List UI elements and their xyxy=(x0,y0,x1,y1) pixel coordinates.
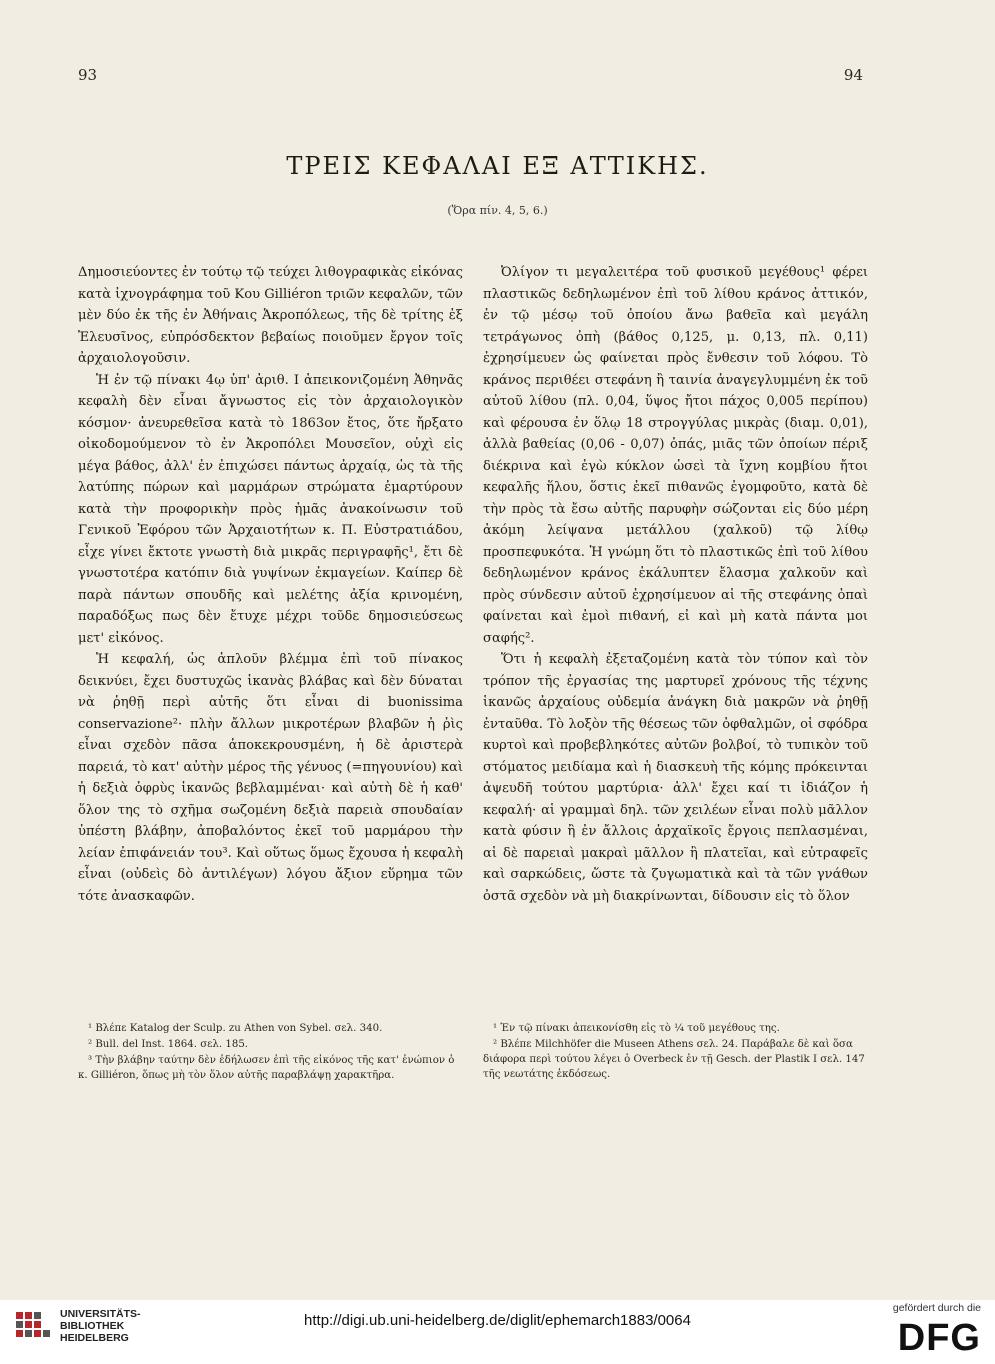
left-page-number: 93 xyxy=(78,66,98,84)
left-paragraph-2: Ἡ ἐν τῷ πίνακι 4ῳ ὑπ' ἀριθ. Ι ἀπεικονιζομένη Ἀθηνᾶς κεφαλὴ δὲν εἶναι ἄγνωστος εἰς τὸν ἀρχαιολογικὸν κόσμον· ἀνευρεθεῖσα κατὰ τὸ 1863ον ἔτος, ὅτε ἤρξατο οἰκοδομούμενον τὸ ἐν Ἀκροπόλει Μουσεῖον, οὐχὶ εἰς μέγα βάθος, ἀλλ' ἐν ἐπιχώσει πάντως ἀρχαίᾳ, ὡς τὰ τῆς λατύπης πώρων καὶ μαρμάρων στρώματα ἐμαρτύρουν κατὰ τὴν προφορικὴν πρὸς ἡμᾶς ἀνακοίνωσιν τοῦ Γενικοῦ Ἐφόρου τῶν Ἀρχαιοτήτων κ. Π. Εὐστρατιάδου, εἶχε γίνει ἔκτοτε γνωστὴ διὰ μικρᾶς περιγραφῆς¹, ἔτι δὲ γνωστοτέρα κατόπιν διὰ γυψίνων ἐκμαγείων. Καίπερ δὲ παρὰ πάντων σπουδῆς καὶ μελέτης ἀξία κρινομένη, παραδόξως πως δὲν ἔτυχε μέχρι τοῦδε δημοσιεύσεως μετ' εἰκόνος. xyxy=(78,372,463,646)
library-line-3: HEIDELBERG xyxy=(60,1332,129,1344)
dfg-logo: DFG xyxy=(897,1317,981,1359)
plate-reference: (Ὅρα πίν. 4, 5, 6.) xyxy=(447,204,548,217)
right-paragraph-2: Ὅτι ἡ κεφαλὴ ἐξεταζομένη κατὰ τὸν τύπον καὶ τὸν τρόπον τῆς ἐργασίας της μαρτυρεῖ χρόνους τῆς τέχνης ἱκανῶς ἀρχαίους οὐδεμία ἀνάγκη διὰ μακρῶν νὰ ῥηθῇ ἐνταῦθα. Τὸ λοξὸν τῆς θέσεως τῶν ὀφθαλμῶν, οἱ σφόδρα κυρτοὶ καὶ προβεβληκότες αὐτῶν βολβοί, τὸ τυπικὸν τοῦ στόματος μειδίαμα καὶ ἡ διασκευὴ τῆς κόμης πρόκεινται ἀψευδῆ τούτου μαρτύρια· ἀλλ' ἔχει καί τι ἰδιάζον ἡ κεφαλή· αἱ γραμμαὶ δηλ. τῶν χειλέων εἶναι πολὺ μᾶλλον κατὰ φύσιν ἢ ἐν ἄλλοις ἀρχαϊκοῖς ἔργοις πεπλασμέναι, αἱ δὲ παρειαὶ μακραὶ μᾶλλον ἢ πλατεῖαι, καὶ εὐτραφεῖς καὶ σαρκώδεις, ὥστε τὰ ζυγωματικὰ καὶ τὰ τῶν γνάθων ὀστᾶ σχεδὸν νὰ μὴ διακρίνωνται, δίδουσιν εἰς τὸ ὅλον xyxy=(483,652,868,904)
article-title: ΤΡΕΙΣ ΚΕΦΑΛΑΙ ΕΞ ΑΤΤΙΚΗΣ. xyxy=(286,152,709,180)
footnote-left-1: ¹ Βλέπε Katalog der Sculp. zu Athen von Sybel. σελ. 340. xyxy=(88,1023,383,1034)
funder-caption: gefördert durch die xyxy=(892,1302,981,1314)
left-paragraph-1: Δημοσιεύοντες ἐν τούτῳ τῷ τεύχει λιθογραφικὰς εἰκόνας κατὰ ἰχνογράφημα τοῦ Κου Gilliéron τριῶν κεφαλῶν, τῶν μὲν δύο ἐκ τῆς ἐν Ἀθήναις Ἀκροπόλεως, τῆς δὲ τρίτης ἐξ Ἐλευσῖνος, εὐπρόσδεκτον βεβαίως ποιοῦμεν ἔργον τοῖς ἀρχαιολογοῦσιν. xyxy=(78,265,463,366)
right-page-number: 94 xyxy=(843,66,863,84)
viewer-footer xyxy=(0,1300,995,1364)
library-line-2: BIBLIOTHEK xyxy=(60,1320,125,1332)
left-paragraph-3: Ἡ κεφαλή, ὡς ἁπλοῦν βλέμμα ἐπὶ τοῦ πίνακος δεικνύει, ἔχει δυστυχῶς ἱκανὰς βλάβας καὶ δὲν δύναται νὰ ῥηθῇ περὶ αὐτῆς ὅτι εἶναι di buonissima conservazione²· πλὴν ἄλλων μικροτέρων βλαβῶν ἡ ῥὶς εἶναι σχεδὸν πᾶσα ἀποκεκρουσμένη, ἡ δὲ ἀριστερὰ παρειά, τὸ κατ' αὐτὴν μέρος τῆς γένυος (=πηγουνίου) καὶ ἡ δεξιὰ ὀφρὺς ἱκανῶς βεβλαμμέναι· καὶ αὐτὴ δὲ ἡ καθ' ὅλον της τὸ σχῆμα σωζομένη δεξιὰ παρειὰ σπουδαίαν ὑπέστη βλάβην, ἀποβαλόντος ἐκεῖ τοῦ μαρμάρου τὴν λείαν ἐπιφάνειάν του³. Καὶ οὕτως ὅμως ἔχουσα ἡ κεφαλὴ εἶναι (οὐδεὶς δὸ ἀντιλέγων) λόγου ἄξιον εὕρημα τῶν τότε ἀνασκαφῶν. xyxy=(78,652,463,904)
footnote-right-1: ¹ Ἐν τῷ πίνακι ἀπεικονίσθη εἰς τὸ ¼ τοῦ μεγέθους της. xyxy=(493,1023,780,1034)
footnote-left-3: ³ Τὴν βλάβην ταύτην δὲν ἐδήλωσεν ἐπὶ τῆς εἰκόνος τῆς κατ' ἐνώπιον ὁ κ. Gilliéron, ὅπως μὴ τὸν ὅλον αὐτῆς παραβλάψῃ χαρακτῆρα. xyxy=(78,1055,455,1081)
right-paragraph-1: Ὀλίγον τι μεγαλειτέρα τοῦ φυσικοῦ μεγέθους¹ φέρει πλαστικῶς δεδηλωμένον ἐπὶ τοῦ λίθου κράνος ἀττικόν, ἐν τῷ μέσῳ τοῦ ὁποίου ἄνω βαθεῖα καὶ μεγάλη τετράγωνος ὀπὴ (βάθος 0,125, μ. 0,13, πλ. 0,11) ἐχρησίμευεν ὡς φαίνεται πρὸς ἔνθεσιν τοῦ λόφου. Τὸ κράνος περιθέει στεφάνη ἢ ταινία ἀναγεγλυμμένη ἐκ τοῦ αὐτοῦ λίθου (πλ. 0,04, ὕψος ἤτοι πάχος 0,005 περίπου) καὶ φέρουσα ἐν ὅλῳ 18 στρογγύλας μικρὰς (διαμ. 0,01), ἀλλὰ βαθείας (0,06 - 0,07) ὀπάς, μιᾶς τῶν ὁποίων πέριξ διέκρινα καὶ ἐγὼ κύκλον ὡσεὶ τὰ ἴχνη κομβίου ἤτοι κεφαλῆς ἥλου, ὅστις ἐκεῖ πιθανῶς ἐγομφοῦτο, κατὰ δὲ τὴν πρὸς τὰ ἔσω αὐτῆς παρυφὴν σώζονται εἰς δύο μέρη ἀκόμη λείψανα μετάλλου (χαλκοῦ) τῷ λίθῳ προσπεφυκότα. Ἡ γνώμη ὅτι τὸ πλαστικῶς ἐπὶ τοῦ λίθου δεδηλωμένον κράνος ἐκάλυπτεν ἔλασμα χαλκοῦν καὶ πρὸς σύνδεσιν αὐτοῦ ἐχρησίμευον αἱ τῆς στεφάνης ὀπαὶ φαίνεται καὶ ἐμοὶ πιθανή, εἰ καὶ μὴ κατὰ πάντα μοι σαφής². xyxy=(483,265,868,646)
footnote-left-2: ² Bull. del Inst. 1864. σελ. 185. xyxy=(88,1039,249,1050)
library-line-1: UNIVERSITÄTS- xyxy=(60,1308,141,1320)
right-column xyxy=(483,262,868,907)
left-column xyxy=(78,262,463,907)
right-footnotes xyxy=(483,1021,868,1083)
footnote-right-2: ² Βλέπε Milchhöfer die Museen Athens σελ. 24. Παράβαλε δὲ καὶ ὅσα διάφορα περὶ τούτου λέγει ὁ Overbeck ἐν τῇ Gesch. der Plastik I σελ. 147 τῆς νεωτάτης ἐκδόσεως. xyxy=(483,1039,865,1080)
permalink-url[interactable]: http://digi.ub.uni-heidelberg.de/diglit/ephemarch1883/0064 xyxy=(304,1312,691,1329)
left-footnotes xyxy=(78,1021,463,1084)
